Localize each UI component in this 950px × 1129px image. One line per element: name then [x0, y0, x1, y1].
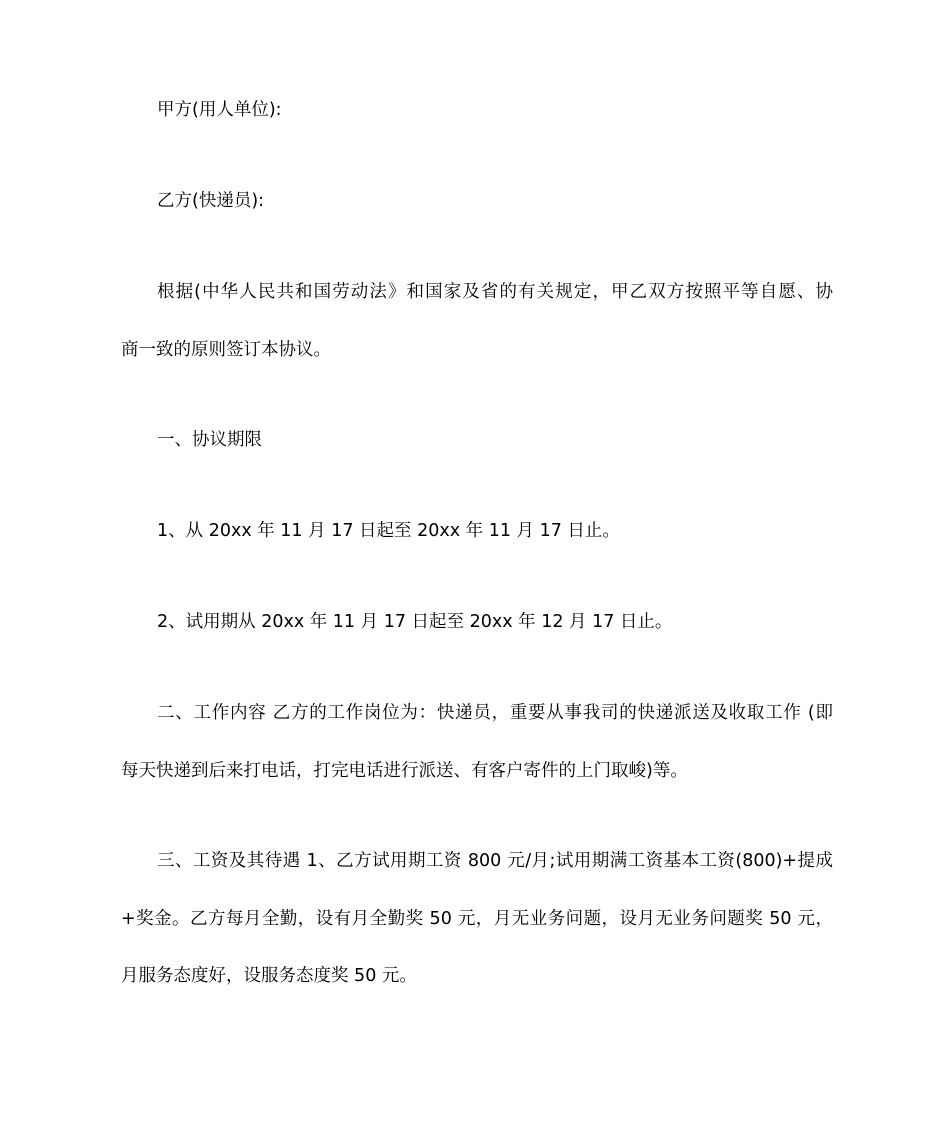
term-item-1: 1、从 20xx 年 11 月 17 日起至 20xx 年 11 月 17 日止。 — [157, 521, 620, 541]
section-2-line-1: 二、工作内容 乙方的工作岗位为：快递员，重要从事我司的快递派送及收取工作 (即 — [157, 703, 833, 723]
term-item-2: 2、试用期从 20xx 年 11 月 17 日起至 20xx 年 12 月 17 日止。 — [157, 612, 673, 632]
section-3-line-3: 月服务态度好，设服务态度奖 50 元。 — [121, 966, 417, 986]
party-b-line: 乙方(快递员): — [157, 191, 265, 211]
preamble-line-2: 商一致的原则签订本协议。 — [121, 340, 331, 360]
section-3-line-2: +奖金。乙方每月全勤，设有月全勤奖 50 元，月无业务问题，设月无业务问题奖 50 元， — [121, 909, 833, 929]
party-a-line: 甲方(用人单位): — [157, 100, 282, 120]
section-3-line-1: 三、工资及其待遇 1、乙方试用期工资 800 元/月;试用期满工资基本工资(800)+提成 — [157, 851, 833, 871]
preamble-line-1: 根据(中华人民共和国劳动法》和国家及省的有关规定，甲乙双方按照平等自愿、协 — [157, 282, 833, 302]
section-2-line-2: 每天快递到后来打电话，打完电话进行派送、有客户寄件的上门取峻)等。 — [121, 761, 688, 781]
section-1-title: 一、协议期限 — [157, 430, 262, 450]
